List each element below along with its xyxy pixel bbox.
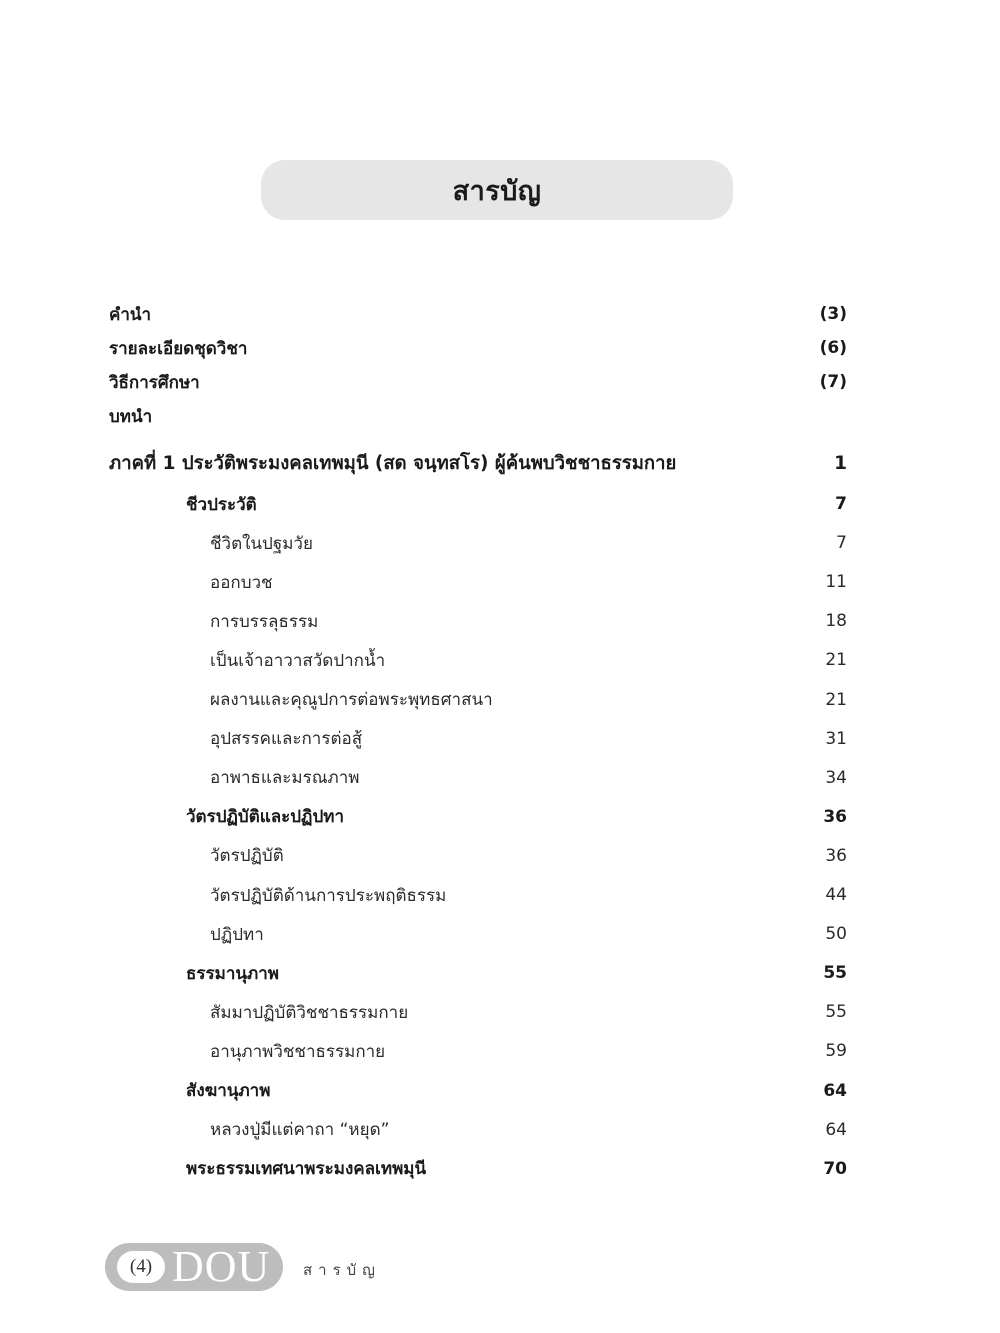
toc-section-item[interactable]: [0, 1113, 1000, 1147]
toc-section-item[interactable]: [0, 761, 1000, 795]
toc-section-item[interactable]: [0, 643, 1000, 677]
toc-item-label: ธรรมานุภาพ: [186, 963, 279, 984]
toc-front-item[interactable]: [0, 331, 1000, 365]
toc-item-page: 18: [825, 611, 847, 632]
toc-item-page: 64: [825, 1119, 847, 1140]
toc-item-page: 36: [825, 845, 847, 866]
toc-item-page: 50: [825, 924, 847, 945]
page-title-box: [261, 160, 733, 220]
toc-item-label: อาพาธและมรณภาพ: [210, 768, 360, 789]
toc-chapter-item[interactable]: [0, 800, 1000, 834]
toc-item-label: พระธรรมเทศนาพระมงคลเทพมุนี: [186, 1159, 427, 1180]
toc-front-item[interactable]: [0, 297, 1000, 331]
toc-item-label: ออกบวช: [210, 572, 273, 593]
toc-section-item[interactable]: [0, 683, 1000, 717]
toc-item-page: 64: [823, 1080, 847, 1101]
toc-front-item[interactable]: [0, 365, 1000, 399]
toc-section-item[interactable]: [0, 878, 1000, 912]
toc-section-item[interactable]: [0, 565, 1000, 599]
toc-section-item[interactable]: [0, 526, 1000, 560]
toc-section-item[interactable]: [0, 995, 1000, 1029]
toc-part-page: 1: [834, 452, 847, 474]
toc-item-page: 44: [825, 885, 847, 905]
toc-item-page: 7: [836, 533, 847, 554]
dou-logo: DOU: [172, 1242, 271, 1291]
toc-item-page: 59: [825, 1041, 847, 1062]
toc-section-item[interactable]: [0, 1034, 1000, 1068]
toc-chapter-item[interactable]: [0, 487, 1000, 521]
toc-item-label: วัตรปฏิบัติ: [210, 846, 284, 867]
toc-chapter-item[interactable]: [0, 1074, 1000, 1108]
toc-section-item[interactable]: [0, 604, 1000, 638]
toc-item-label: การบรรลุธรรม: [210, 611, 319, 632]
toc-item-page: 11: [825, 572, 847, 593]
toc-item-label: ผลงานและคุณูปการต่อพระพุทธศาสนา: [210, 690, 493, 710]
toc-item-page: 55: [823, 963, 847, 984]
toc-item-page: 34: [825, 767, 847, 788]
toc-item-label: รายละเอียดชุดวิชา: [109, 338, 248, 359]
toc-item-page: 55: [825, 1002, 847, 1023]
toc-item-label: วัตรปฏิบัติด้านการประพฤติธรรม: [210, 885, 447, 906]
toc-item-page: (7): [819, 372, 847, 392]
toc-item-page: 21: [825, 689, 847, 710]
footer-page-number: (4): [117, 1251, 165, 1283]
toc-part-heading[interactable]: [0, 446, 1000, 480]
toc-chapter-item[interactable]: [0, 1152, 1000, 1186]
toc-item-label: ชีวประวัติ: [186, 494, 257, 515]
toc-item-label: วัตรปฏิบัติและปฏิปทา: [186, 807, 345, 828]
toc-front-item[interactable]: [0, 399, 1000, 433]
toc-section-item[interactable]: [0, 839, 1000, 873]
toc-item-label: สังฆานุภาพ: [186, 1081, 271, 1101]
toc-section-item[interactable]: [0, 722, 1000, 756]
toc-item-label: วิธีการศึกษา: [109, 372, 200, 393]
toc-item-label: เป็นเจ้าอาวาสวัดปากน้ำ: [210, 650, 386, 671]
toc-item-page: (6): [819, 338, 847, 358]
toc-part-label: ภาคที่ 1 ประวัติพระมงคลเทพมุนี (สด จนฺทสโร) ผู้ค้นพบวิชชาธรรมกาย: [109, 452, 677, 474]
toc-item-label: อุปสรรคและการต่อสู้: [210, 729, 363, 750]
toc-section-item[interactable]: [0, 917, 1000, 951]
toc-item-label: หลวงปู่มีแต่คาถา “หยุด”: [210, 1120, 390, 1141]
toc-item-page: 70: [823, 1158, 847, 1179]
toc-item-page: 7: [835, 494, 847, 514]
toc-item-label: บทนำ: [109, 406, 153, 427]
toc-item-label: คำนำ: [109, 304, 152, 325]
toc-item-label: ปฏิปทา: [210, 924, 264, 945]
footer-section-label: สารบัญ: [303, 1261, 381, 1279]
toc-item-label: อานุภาพวิชชาธรรมกาย: [210, 1041, 386, 1062]
page-title: สารบัญ: [452, 175, 542, 207]
toc-item-page: (3): [819, 304, 847, 324]
toc-item-page: 36: [823, 806, 847, 827]
toc-item-label: ชีวิตในปฐมวัย: [210, 533, 313, 554]
toc-item-page: 31: [825, 728, 847, 749]
toc-item-label: สัมมาปฏิบัติวิชชาธรรมกาย: [210, 1002, 409, 1023]
toc-chapter-item[interactable]: [0, 956, 1000, 990]
toc-item-page: 21: [825, 650, 847, 671]
